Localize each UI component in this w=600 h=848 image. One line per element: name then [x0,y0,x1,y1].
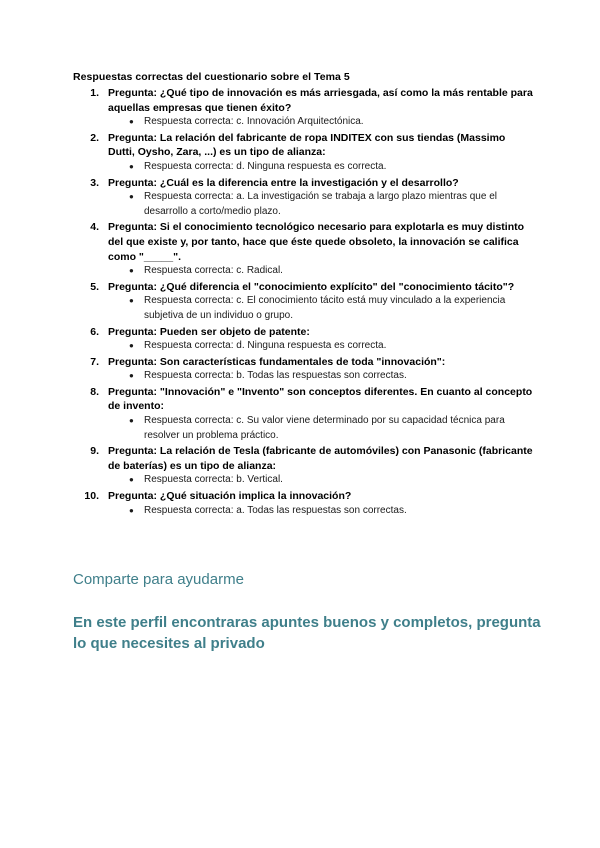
answer-item [108,264,533,279]
answer-text: Respuesta correcta: d. Ninguna respuesta es correcta. [144,340,387,352]
question-number: 6. [90,325,99,338]
answer-text: Respuesta correcta: b. Todas las respuestas son correctas. [144,370,407,382]
question-item [73,489,533,518]
answer-item [108,339,533,354]
bullet-icon: ● [129,475,134,485]
question-text: Pregunta: ¿Qué diferencia el "conocimiento explícito" del "conocimiento tácito"? [108,280,515,293]
question-item [73,176,533,220]
question-text: Pregunta: La relación de Tesla (fabricante de automóviles) con Panasonic (fabricante de baterías) es un tipo de alianza: [108,445,533,472]
question-text: Pregunta: Son características fundamentales de toda "innovación": [108,355,446,368]
question-text: Pregunta: ¿Cuál es la diferencia entre la investigación y el desarrollo? [108,176,459,189]
question-number: 3. [90,176,99,189]
question-text: Pregunta: Si el conocimiento tecnológico necesario para explotarla es muy distinto del que existe y, por tanto, hace que éste quede obsoleto, la innovación se califica como "_____". [108,221,525,263]
answer-item [108,294,533,323]
question-text: Pregunta: Pueden ser objeto de patente: [108,325,310,338]
answer-item [108,369,533,384]
question-item [73,385,533,443]
answer-text: Respuesta correcta: a. Todas las respuestas son correctas. [144,504,407,516]
answer-text: Respuesta correcta: c. Su valor viene determinado por su capacidad técnica para resolver un problema práctico. [144,415,505,441]
answer-item [108,504,533,519]
question-number: 1. [90,87,99,99]
question-text: Pregunta: La relación del fabricante de ropa INDITEX con sus tiendas (Massimo Dutti, Oysho, Zara, ...) es un tipo de alianza: [108,131,506,159]
bullet-icon: ● [129,371,134,381]
question-number: 10. [84,490,99,503]
bullet-icon: ● [129,416,134,426]
bullet-icon: ● [129,192,134,202]
question-number: 9. [90,445,99,458]
profile-heading: En este perfil encontraras apuntes buenos y completos, pregunta lo que necesites al privado [73,614,541,652]
share-heading: Comparte para ayudarme [73,571,244,588]
bullet-icon: ● [129,296,134,306]
question-number: 8. [90,385,99,398]
bullet-icon: ● [129,117,134,127]
question-list [73,86,533,519]
question-item [73,355,533,384]
answer-text: Respuesta correcta: a. La investigación se trabaja a largo plazo mientras que el desarrollo a corto/medio plazo. [144,191,497,217]
answer-item [108,115,533,130]
bullet-icon: ● [129,505,134,515]
question-number: 4. [90,221,99,234]
question-item [73,444,533,488]
answer-text: Respuesta correcta: d. Ninguna respuesta es correcta. [144,160,387,172]
answer-text: Respuesta correcta: c. Innovación Arquitectónica. [144,116,364,128]
question-text: Pregunta: "Innovación" e "Invento" son conceptos diferentes. En cuanto al concepto de invento: [108,385,533,413]
answer-text: Respuesta correcta: c. Radical. [144,265,283,277]
question-number: 2. [90,131,99,144]
question-number: 7. [90,355,99,368]
answer-item [108,473,533,488]
question-text: Pregunta: ¿Qué situación implica la innovación? [108,490,352,503]
bullet-icon: ● [129,266,134,276]
question-item [73,220,533,278]
document-title: Respuestas correctas del cuestionario sobre el Tema 5 [73,71,350,83]
answer-text: Respuesta correcta: b. Vertical. [144,474,283,486]
question-text: Pregunta: ¿Qué tipo de innovación es más arriesgada, así como la más rentable para aquellas empresas que tienen éxito? [108,87,533,114]
question-item [73,131,533,175]
answer-item [108,414,533,443]
bullet-icon: ● [129,341,134,351]
answer-text: Respuesta correcta: c. El conocimiento tácito está muy vinculado a la experiencia subjetiva de un individuo o grupo. [144,295,506,321]
question-item [73,86,533,130]
question-number: 5. [90,280,99,293]
answer-item [108,190,533,219]
question-item [73,280,533,324]
bullet-icon: ● [129,161,134,171]
answer-item [108,160,533,175]
question-item [73,325,533,354]
